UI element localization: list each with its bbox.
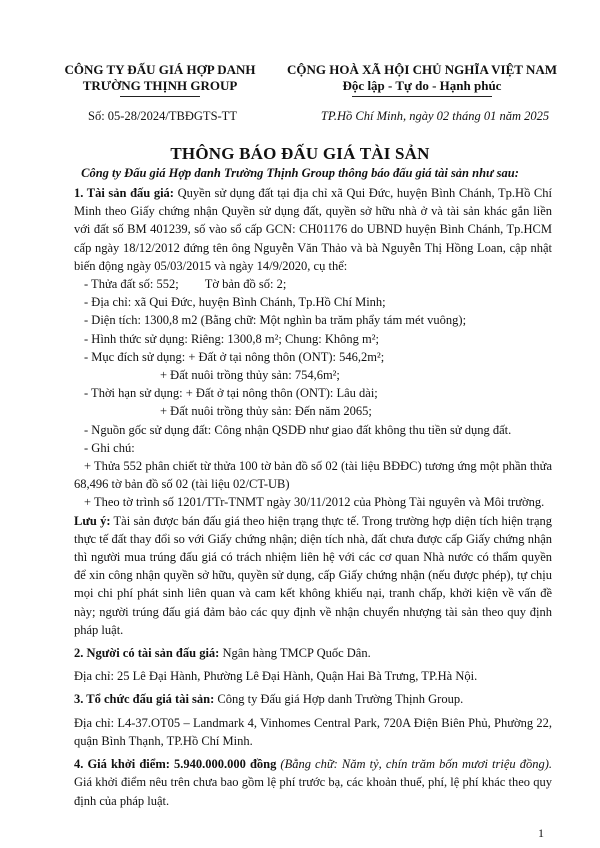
area-line: - Diện tích: 1300,8 m2 (Bằng chữ: Một nghìn ba trăm phẩy tám mét vuông); [84,313,467,328]
page-number: 1 [538,826,544,840]
usage-form-line: - Hình thức sử dụng: Riêng: 1300,8 m²; Chung: Không m²; [84,331,380,346]
origin-line: - Nguồn gốc sử dụng đất: Công nhận QSDĐ như giao đất không thu tiền sử dụng đất. [84,422,512,437]
section-2-address: Địa chỉ: 25 Lê Đại Hành, Phường Lê Đại Hành, Quận Hai Bà Trưng, TP.Hà Nội. [74,669,478,684]
address-line: - Địa chỉ: xã Qui Đức, huyện Bình Chánh, Tp.Hồ Chí Minh; [84,295,386,310]
section-4-words: (Bằng chữ: Năm tỷ, chín trăm bốn mươi triệu đồng). [276,757,552,772]
section-4-text: Giá khởi điểm nêu trên chưa bao gồm lệ phí trước bạ, các khoản thuế, phí, lệ phí khác theo quy định của pháp luật. [74,775,552,808]
purpose-line-1: - Mục đích sử dụng: + Đất ở tại nông thôn (ONT): 546,2m²; [84,349,385,364]
term-line-1: - Thời hạn sử dụng: + Đất ở tại nông thôn (ONT): Lâu dài; [84,386,378,401]
company-name-line1: CÔNG TY ĐẤU GIÁ HỢP DANH [64,62,256,77]
note-1: + Thửa 552 phân chiết từ thửa 100 tờ bản đồ số 02 (tài liệu BĐĐC) tương ứng một phần thửa 68,496 tờ bản đồ số 02 (tài liệu 02/CT-UB) [74,459,552,492]
section-2 [74,644,552,662]
section-3-text: Công ty Đấu giá Hợp danh Trường Thịnh Group. [214,692,464,707]
caution-label: Lưu ý: [74,513,111,528]
parcel-number: - Thửa đất số: 552; [84,277,179,292]
caution-text: Tài sản được bán đấu giá theo hiện trạng thực tế. Trong trường hợp diện tích hiện trạng thực tế đất thay đổi so với Giấy chứng nhận; diện tích nhà, đất chưa được cấp Giấy chứng nhận thì người mua trúng đấu giá có trách nhiệm liên hệ với các cơ quan Nhà nước có thẩm quyền để xin công nhận quyền sở hữu, quyền sử dụng, cấp Giấy chứng nhận (nếu được phép), tự chịu mọi chi phí phát sinh liên quan và cam kết không khiếu nại, tranh chấp, khởi kiện về vấn đề này; người trúng đấu giá đảm bảo các quy định về nhận chuyển nhượng tài sản theo quy định pháp luật. [74,513,553,637]
motto: Độc lập - Tự do - Hạnh phúc [342,78,502,93]
section-4 [74,755,552,810]
document-body [74,184,552,810]
nation-name: CỘNG HOÀ XÃ HỘI CHỦ NGHĨA VIỆT NAM [286,62,558,77]
page-title: THÔNG BÁO ĐẤU GIÁ TÀI SẢN [170,144,430,163]
purpose-line-2: + Đất nuôi trồng thủy sản: 754,6m²; [160,368,340,383]
section-1-label: 1. Tài sản đấu giá: [74,186,174,200]
caution-paragraph [74,512,552,639]
place-date: TP.Hồ Chí Minh, ngày 02 tháng 01 năm 2025 [320,109,550,123]
parcel-line [74,275,552,293]
company-underline [120,96,200,97]
section-4-label: 4. Giá khởi điểm: 5.940.000.000 đồng [74,757,277,772]
note-2: + Theo tờ trình số 1201/TTr-TNMT ngày 30/11/2012 của Phòng Tài nguyên và Môi trường. [84,495,545,510]
motto-underline [352,96,492,97]
section-2-label: 2. Người có tài sản đấu giá: [74,646,220,661]
notes-label: - Ghi chú: [84,440,135,455]
section-1-text: Quyền sử dụng đất tại địa chỉ xã Qui Đức, huyện Bình Chánh, Tp.Hồ Chí Minh theo Giấy chứng nhận Quyền sử dụng đất, quyền sở hữu nhà ở và tài sản khác gắn liền với đất số BM 401239, số vào sổ cấp GCN: CH01176 do UBND huyện Bình Chánh, Tp.HCM cấp ngày 18/12/2012 đứng tên ông Nguyễn Văn Thảo và bà Nguyễn Thị Hồng Loan, cập nhật biến động ngày 05/03/2015 và ngày 14/9/2020, cụ thể: [74,186,552,273]
section-3-label: 3. Tổ chức đấu giá tài sản: [74,692,215,707]
section-1 [74,184,552,275]
map-sheet: Tờ bản đồ số: 2; [204,277,287,292]
intro-line: Công ty Đấu giá Hợp danh Trường Thịnh Group thông báo đấu giá tài sản như sau: [81,166,519,180]
company-header [60,62,260,94]
section-2-text: Ngân hàng TMCP Quốc Dân. [219,646,371,661]
nation-header [272,62,572,94]
term-line-2: + Đất nuôi trồng thủy sản: Đến năm 2065; [160,404,372,419]
document-number: Số: 05-28/2024/TBĐGTS-TT [88,109,237,123]
company-name-line2: TRƯỜNG THỊNH GROUP [82,78,238,93]
section-3 [74,690,552,708]
section-3-address: Địa chỉ: L4-37.OT05 – Landmark 4, Vinhomes Central Park, 720A Điện Biên Phủ, Phường 22, quận Bình Thạnh, TP.Hồ Chí Minh. [74,715,552,748]
